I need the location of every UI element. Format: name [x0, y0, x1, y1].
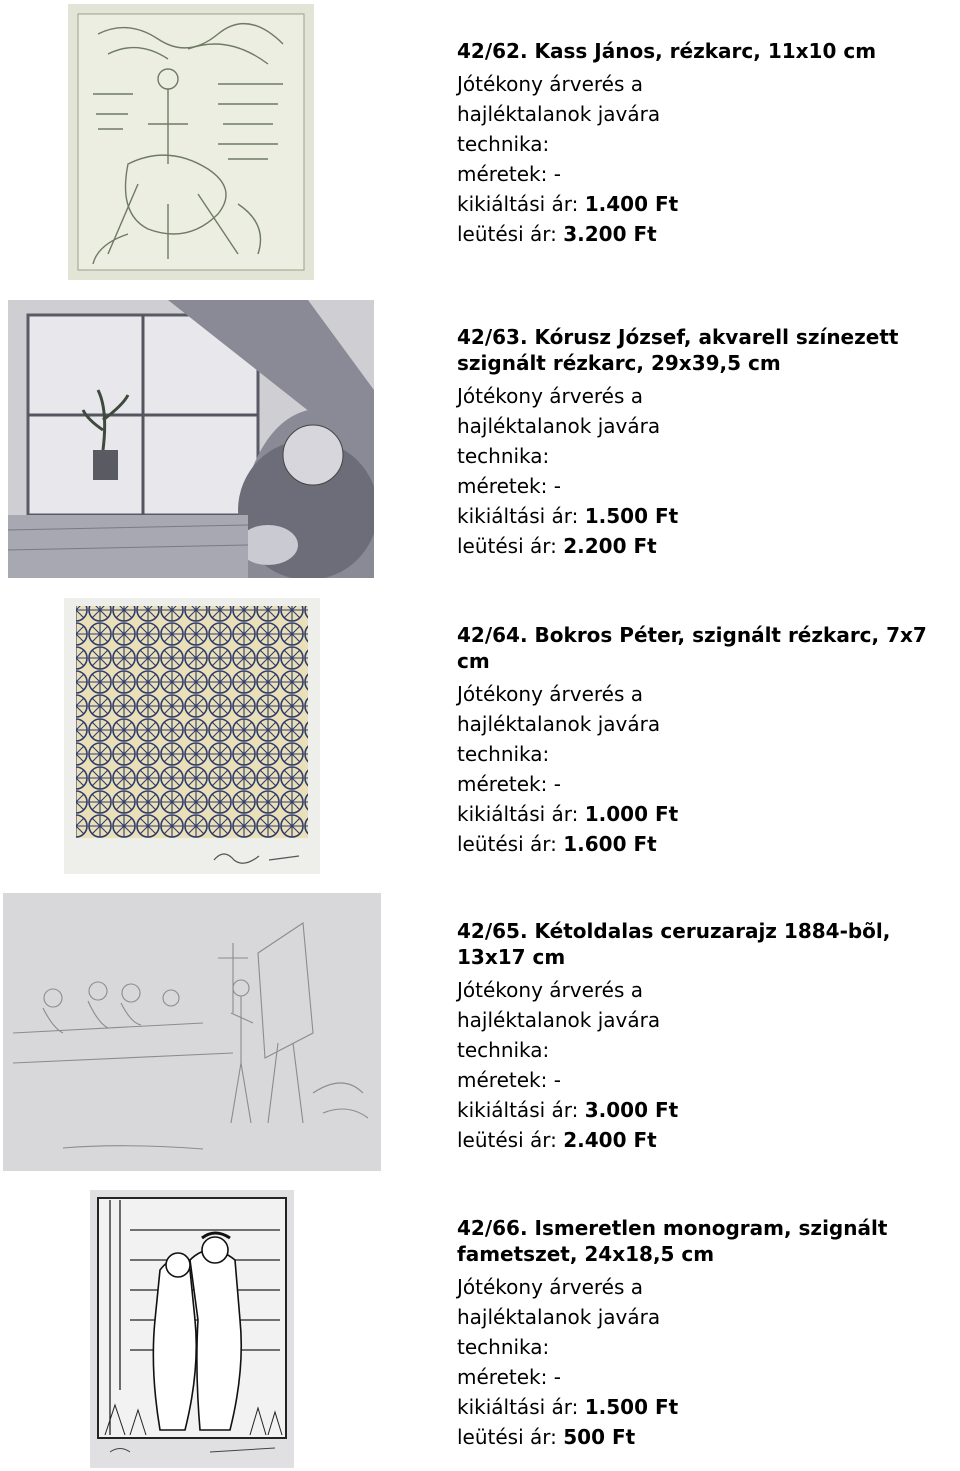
start-price-label: kikiáltási ár:	[457, 192, 579, 216]
lot-image-pencil-drawing	[3, 893, 381, 1171]
start-price-label: kikiáltási ár:	[457, 802, 579, 826]
sold-price-value: 2.200 Ft	[563, 534, 657, 558]
lot-title: 42/66. Ismeretlen monogram, szignált fametszet, 24x18,5 cm	[457, 1216, 888, 1266]
lot-image-child-by-window	[8, 300, 374, 578]
sold-price-value: 500 Ft	[563, 1425, 636, 1449]
lot-description-line2: hajléktalanok javára	[457, 414, 661, 438]
start-price-label: kikiáltási ár:	[457, 1395, 579, 1419]
lot-description-line1: Jótékony árverés a	[457, 1275, 643, 1299]
sold-price-value: 1.600 Ft	[563, 832, 657, 856]
lot-image-woodcut	[90, 1190, 294, 1468]
lot-sold-price	[457, 531, 957, 561]
lot-description-line2: hajléktalanok javára	[457, 712, 661, 736]
sold-price-label: leütési ár:	[457, 832, 557, 856]
lot-title: 42/64. Bokros Péter, szignált rézkarc, 7x7 cm	[457, 623, 927, 673]
lot-image-geometric-pattern	[64, 598, 320, 874]
lot-description-line1: Jótékony árverés a	[457, 682, 643, 706]
lot-title: 42/63. Kórusz József, akvarell színezett szignált rézkarc, 29x39,5 cm	[457, 325, 899, 375]
lot-start-price	[457, 1392, 957, 1422]
lot-technique: technika:	[457, 444, 550, 468]
sold-price-label: leütési ár:	[457, 1128, 557, 1152]
sold-price-label: leütési ár:	[457, 1425, 557, 1449]
lot-start-price	[457, 1095, 957, 1125]
sold-price-value: 3.200 Ft	[563, 222, 657, 246]
lot-start-price	[457, 501, 957, 531]
lot-technique: technika:	[457, 1038, 550, 1062]
lot-sold-price	[457, 829, 957, 859]
sold-price-label: leütési ár:	[457, 222, 557, 246]
lot-title: 42/62. Kass János, rézkarc, 11x10 cm	[457, 39, 877, 63]
lot-description-line1: Jótékony árverés a	[457, 384, 643, 408]
lot-size: méretek: -	[457, 1068, 561, 1092]
lot-description-line1: Jótékony árverés a	[457, 72, 643, 96]
start-price-value: 3.000 Ft	[584, 1098, 679, 1122]
lot-description-line2: hajléktalanok javára	[457, 1008, 661, 1032]
lot-size: méretek: -	[457, 162, 561, 186]
lot-start-price	[457, 799, 957, 829]
lot-description-line2: hajléktalanok javára	[457, 1305, 661, 1329]
start-price-value: 1.400 Ft	[584, 192, 679, 216]
lot-sold-price	[457, 219, 957, 249]
lot-technique: technika:	[457, 132, 550, 156]
sold-price-value: 2.400 Ft	[563, 1128, 657, 1152]
lot-size: méretek: -	[457, 772, 561, 796]
lot-sold-price	[457, 1125, 957, 1155]
start-price-value: 1.500 Ft	[584, 504, 679, 528]
lot-size: méretek: -	[457, 1365, 561, 1389]
lot-technique: technika:	[457, 1335, 550, 1359]
lot-start-price	[457, 189, 957, 219]
lot-title: 42/65. Kétoldalas ceruzarajz 1884-bõl, 13x17 cm	[457, 919, 891, 969]
sold-price-label: leütési ár:	[457, 534, 557, 558]
lot-description-line1: Jótékony árverés a	[457, 978, 643, 1002]
lot-image-etching-poster	[68, 4, 314, 280]
start-price-label: kikiáltási ár:	[457, 1098, 579, 1122]
start-price-label: kikiáltási ár:	[457, 504, 579, 528]
start-price-value: 1.500 Ft	[584, 1395, 679, 1419]
lot-technique: technika:	[457, 742, 550, 766]
start-price-value: 1.000 Ft	[584, 802, 679, 826]
lot-sold-price	[457, 1422, 957, 1452]
lot-size: méretek: -	[457, 474, 561, 498]
lot-description-line2: hajléktalanok javára	[457, 102, 661, 126]
